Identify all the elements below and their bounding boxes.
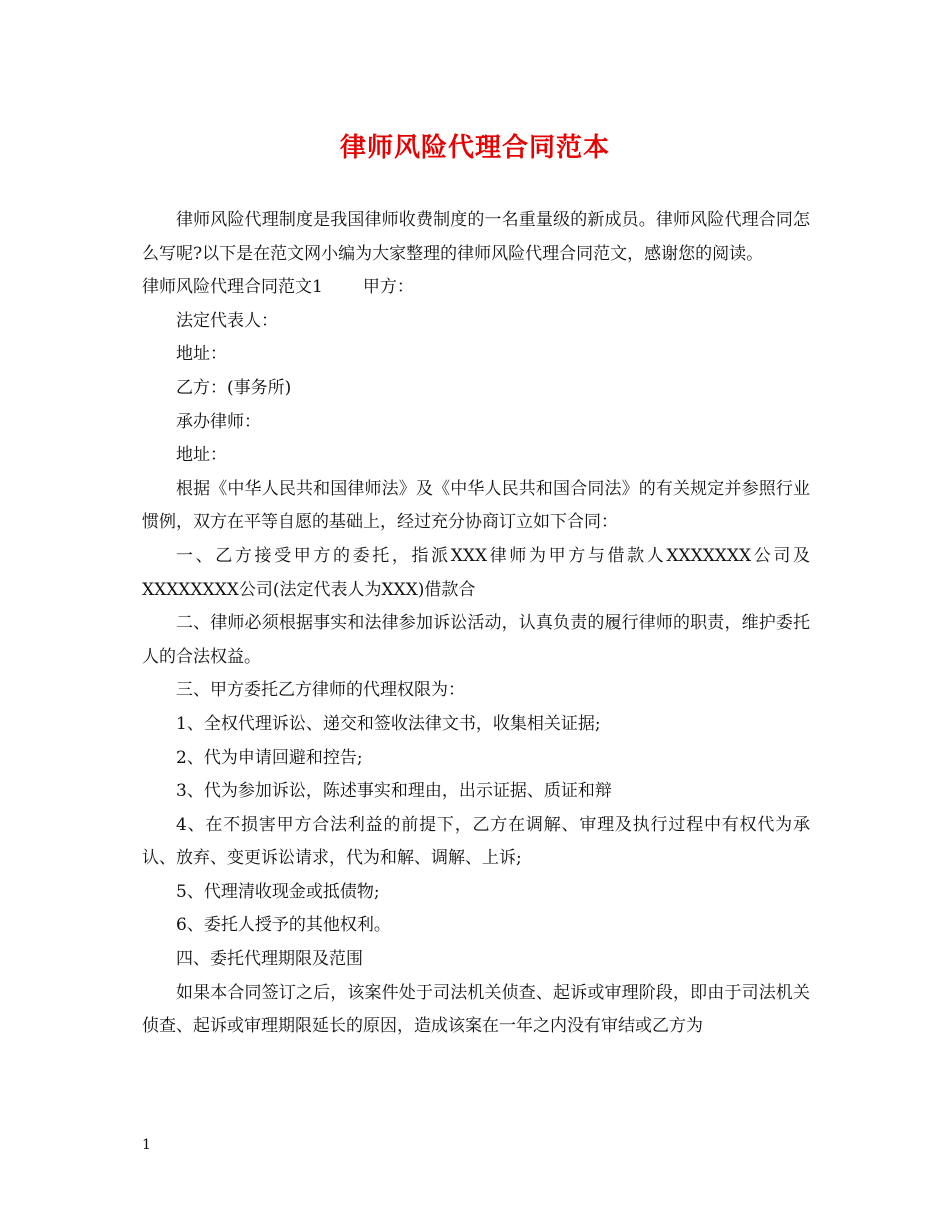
clause-1: 一、乙方接受甲方的委托，指派XXX律师为甲方与借款人XXXXXXX公司及XXXXXXXX公司(法定代表人为XXX)借款合 <box>142 545 810 600</box>
authority-item-6: 6、委托人授予的其他权利。 <box>176 915 391 936</box>
page-number: 1 <box>142 1137 151 1153</box>
handling-lawyer-label: 承办律师： <box>176 411 261 432</box>
authority-item-2: 2、代为申请回避和控告; <box>176 747 363 768</box>
legal-representative-label: 法定代表人： <box>176 310 278 331</box>
clause-4: 四、委托代理期限及范围 <box>176 949 363 970</box>
authority-item-5: 5、代理清收现金或抵债物; <box>176 881 380 902</box>
document-title: 律师风险代理合同范本 <box>339 133 610 163</box>
authority-item-1: 1、全权代理诉讼、递交和签收法律文书，收集相关证据; <box>176 713 601 734</box>
party-b-address-label: 地址： <box>176 445 227 466</box>
party-b-label: 乙方：(事务所) <box>176 377 292 398</box>
document-body <box>142 204 810 1044</box>
term-paragraph: 如果本合同签订之后，该案件处于司法机关侦查、起诉或审理阶段，即由于司法机关侦查、起诉或审理期限延长的原因，造成该案在一年之内没有审结或乙方为 <box>142 982 810 1037</box>
party-a-label: 甲方： <box>362 277 414 298</box>
sample-heading: 律师风险代理合同范文1 <box>142 277 323 298</box>
party-a-address-label: 地址： <box>176 344 227 365</box>
clause-2: 二、律师必须根据事实和法律参加诉讼活动，认真负责的履行律师的职责，维护委托人的合法权益。 <box>142 613 810 667</box>
clause-3: 三、甲方委托乙方律师的代理权限为： <box>176 680 465 701</box>
intro-paragraph: 律师风险代理制度是我国律师收费制度的一名重量级的新成员。律师风险代理合同怎么写呢?以下是在范文网小编为大家整理的律师风险代理合同范文，感谢您的阅读。 <box>142 210 810 264</box>
legal-basis-paragraph: 根据《中华人民共和国律师法》及《中华人民共和国合同法》的有关规定并参照行业惯例，双方在平等自愿的基础上，经过充分协商订立如下合同： <box>142 478 810 533</box>
sample-heading-line <box>142 271 810 305</box>
authority-item-4: 4、在不损害甲方合法利益的前提下，乙方在调解、审理及执行过程中有权代为承认、放弃、变更诉讼请求，代为和解、调解、上诉; <box>142 814 810 869</box>
authority-item-3: 3、代为参加诉讼，陈述事实和理由，出示证据、质证和辩 <box>176 781 612 802</box>
